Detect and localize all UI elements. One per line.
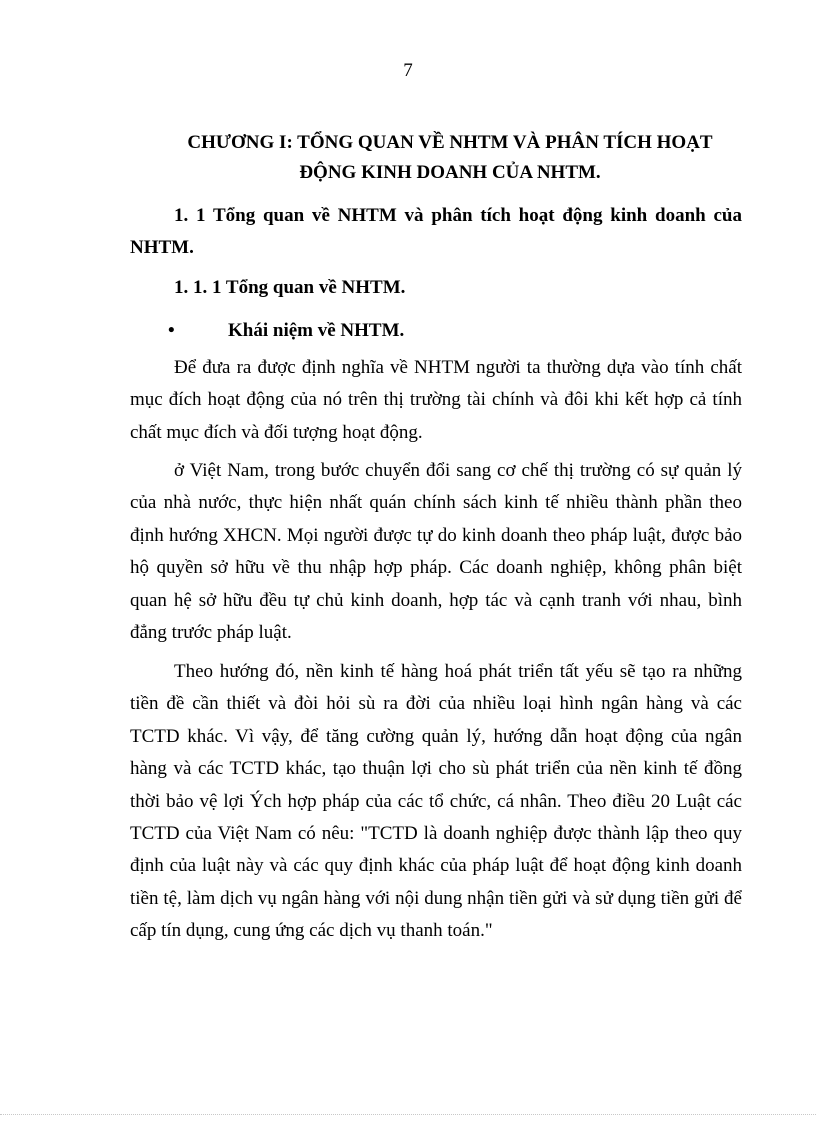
bullet-heading-row [168,315,404,347]
chapter-title-line-2: ĐỘNG KINH DOANH CỦA NHTM. [299,162,601,183]
body-paragraph-1: Để đưa ra được định nghĩa về NHTM người ta thường dựa vào tính chất mục đích hoạt động của nó trên thị trường tài chính và đôi khi kết hợp cả tính chất mục đích và đối tượng hoạt động. [130,357,742,443]
bullet-icon: • [168,320,175,341]
bullet-heading: Khái niệm về NHTM. [228,320,405,341]
chapter-title-line-1: CHƯƠNG I: TỔNG QUAN VỀ NHTM VÀ PHÂN TÍCH HOẠT [187,132,713,153]
section-heading: 1. 1 Tổng quan về NHTM và phân tích hoạt động kinh doanh của NHTM. [130,205,742,258]
page-number: 7 [403,60,413,81]
body-paragraph-2: ở Việt Nam, trong bước chuyển đổi sang cơ chế thị trường có sự quản lý của nhà nước, thực hiện nhất quán chính sách kinh tế nhiều thành phần theo định hướng XHCN. Mọi người được tự do kinh doanh theo pháp luật, được bảo hộ quyền sở hữu về thu nhập hợp pháp. Các doanh nghiệp, không phân biệt quan hệ sở hữu đều tự chủ kinh doanh, hợp tác và cạnh tranh với nhau, bình đẳng trước pháp luật. [130,460,742,644]
body-paragraph-3: Theo hướng đó, nền kinh tế hàng hoá phát triển tất yếu sẽ tạo ra những tiền đề cần thiết và đòi hỏi sù ra đời của nhiều loại hình ngân hàng và các TCTD khác. Vì vậy, để tăng cường quản lý, hướng dẫn hoạt động của ngân hàng và các TCTD khác, tạo thuận lợi cho sù phát triển của nền kinh tế đồng thời bảo vệ lợi Ých hợp pháp của các tổ chức, cá nhân. Theo điều 20 Luật các TCTD của Việt Nam có nêu: "TCTD là doanh nghiệp được thành lập theo quy định của luật này và các quy định khác của pháp luật để hoạt động kinh doanh tiền tệ, làm dịch vụ ngân hàng với nội dung nhận tiền gửi và sử dụng tiền gửi để cấp tín dụng, cung ứng các dịch vụ thanh toán." [130,661,742,942]
page-bottom-divider [0,1114,816,1115]
chapter-title [140,128,760,188]
subsection-heading: 1. 1. 1 Tổng quan về NHTM. [174,277,406,298]
